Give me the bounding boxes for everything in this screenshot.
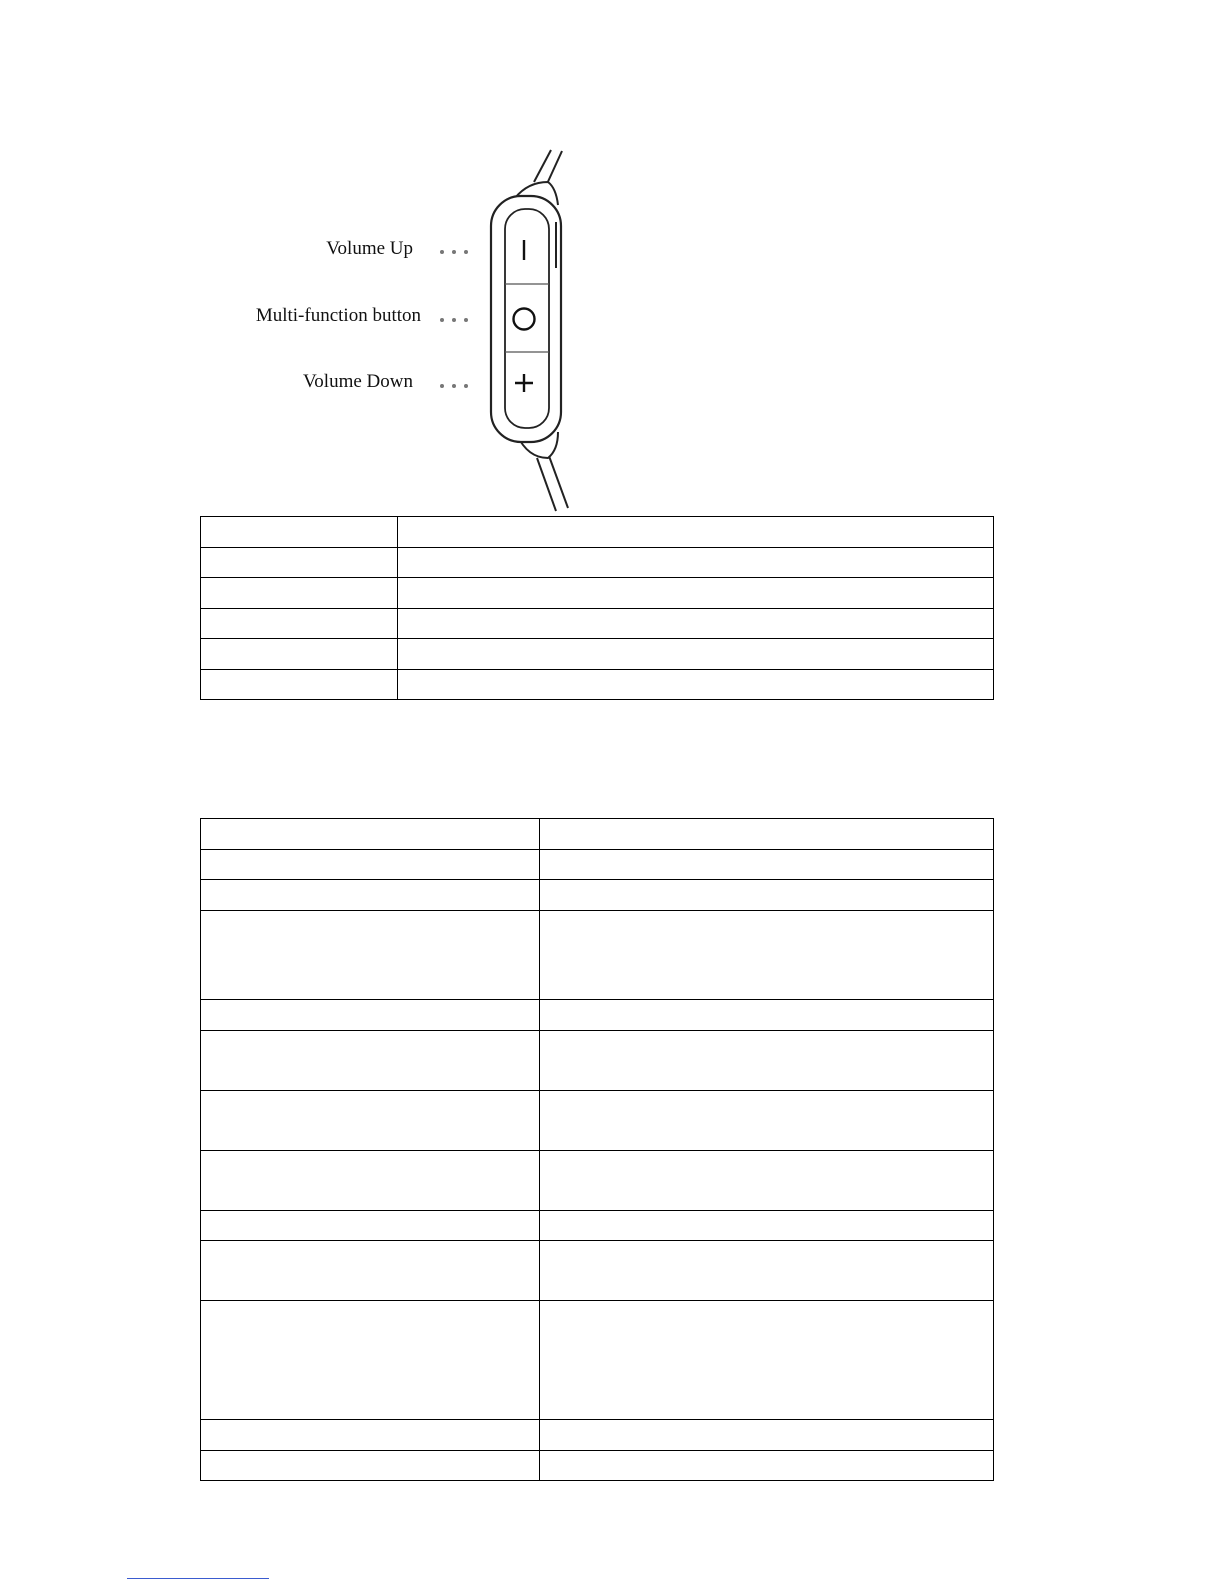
remote-control-diagram [0,0,1225,520]
table1-row-cell [201,517,398,548]
table1-row [201,547,994,578]
leader-dots-volume-down [440,384,468,388]
table2-row-cell [201,1000,540,1031]
table2-row-cell [540,1090,994,1150]
leader-dots-volume-up [440,250,468,254]
table2-row-cell [201,1450,540,1481]
table2-row-cell [540,910,994,1000]
label-volume-up: Volume Up [326,238,413,259]
table1-row [201,669,994,700]
table1-row-cell [398,639,994,670]
button-function-table [200,516,994,700]
table2-row [201,1000,994,1031]
table1-row-cell [398,517,994,548]
table1-row-cell [201,578,398,609]
table1-row-cell [398,669,994,700]
table2-row-cell [201,1210,540,1241]
table2-row-cell [540,1000,994,1031]
table2-row [201,1301,994,1420]
table2-row [201,819,994,850]
table1-row [201,517,994,548]
table2-row [201,880,994,911]
bottom-cable [537,456,568,511]
table2-row-cell [201,1150,540,1210]
footer-link-underline[interactable] [127,1578,269,1579]
table2-row-cell [540,1030,994,1090]
table2-row-cell [201,1241,540,1301]
table2-row [201,1450,994,1481]
table2-row-cell [540,1241,994,1301]
table2-row-cell [201,819,540,850]
table2-row [201,1090,994,1150]
remote-button-panel [505,209,549,428]
table2-row-cell [540,1150,994,1210]
label-volume-down: Volume Down [303,371,413,392]
table1-row-cell [398,547,994,578]
table2-row-cell [201,910,540,1000]
table1-row-cell [398,578,994,609]
table2-row [201,1030,994,1090]
table2-row [201,1241,994,1301]
table2-row-cell [540,849,994,880]
table1-row-cell [201,547,398,578]
table2-row-cell [201,1090,540,1150]
top-cable [534,150,562,186]
table1-row-cell [398,608,994,639]
remote-control-figure [0,0,1225,520]
table2-row-cell [201,849,540,880]
table2-row [201,849,994,880]
table2-row-cell [540,1301,994,1420]
table1-row [201,608,994,639]
table2-row-cell [540,1420,994,1451]
table2-row-cell [201,1030,540,1090]
leader-dots-multi-function [440,318,468,322]
table2-row-cell [540,880,994,911]
table2-row-cell [540,819,994,850]
table2-row-cell [201,880,540,911]
table2-row-cell [201,1420,540,1451]
table2-row [201,1150,994,1210]
table1-row-cell [201,639,398,670]
table2-row [201,1210,994,1241]
table2-row-cell [201,1301,540,1420]
table2-row-cell [540,1450,994,1481]
table1-row-cell [201,608,398,639]
table2-row-cell [540,1210,994,1241]
table2-row [201,1420,994,1451]
table1-row [201,578,994,609]
label-multi-function-button: Multi-function button [255,305,421,326]
table2-row [201,910,994,1000]
table1-row-cell [201,669,398,700]
specification-table [200,818,994,1481]
table1-row [201,639,994,670]
